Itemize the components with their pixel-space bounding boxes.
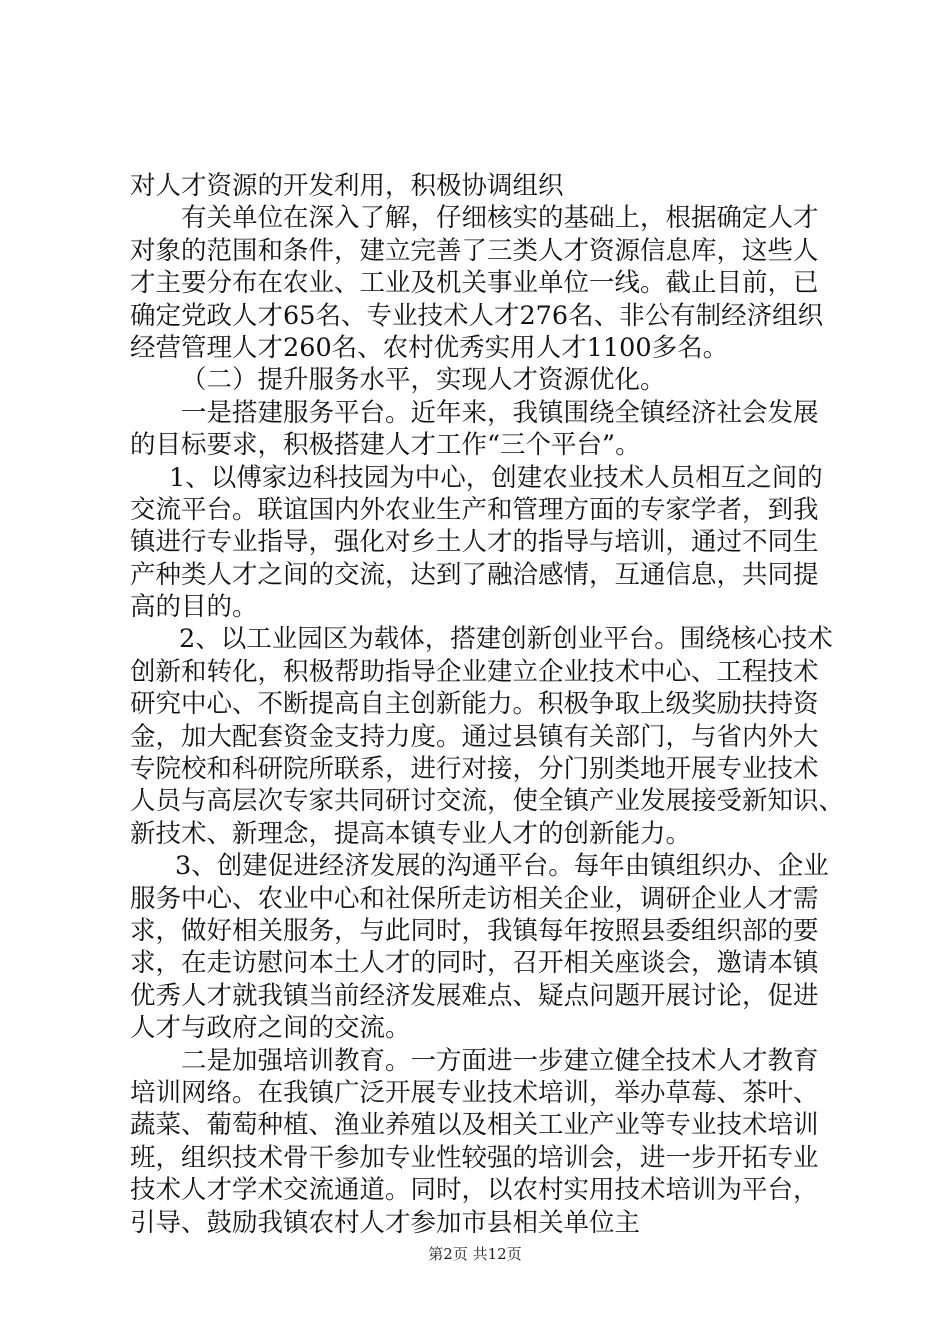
text-line: 3、创建促进经济发展的沟通平台。每年由镇组织办、企业 — [175, 851, 829, 882]
text-line: 金，加大配套资金支持力度。通过县镇有关部门，与省内外大 — [130, 721, 819, 752]
text-line: 求，做好相关服务，与此同时，我镇每年按照县委组织部的要 — [130, 915, 819, 946]
text-line: 培训网络。在我镇广泛开展专业技术培训，举办草莓、茶叶、 — [130, 1077, 819, 1108]
text-line: 一是搭建服务平台。近年来，我镇围绕全镇经济社会发展 — [181, 397, 819, 428]
body-text — [130, 170, 845, 1239]
text-line: 人员与高层次专家共同研讨交流，使全镇产业发展接受新知识、 — [130, 786, 845, 817]
text-line: 专院校和科研院所联系，进行对接，分门别类地开展专业技术 — [130, 754, 819, 785]
text-line: 的目标要求，积极搭建人才工作“三个平台”。 — [130, 430, 641, 461]
text-line: 研究中心、不断提高自主创新能力。积极争取上级奖励扶持资 — [130, 689, 819, 720]
page-footer — [0, 1243, 950, 1264]
text-line: 确定党政人才65名、专业技术人才276名、非公有制经济组织 — [130, 300, 824, 331]
text-line: 才主要分布在农业、工业及机关事业单位一线。截止目前，已 — [130, 268, 819, 299]
text-line: 有关单位在深入了解，仔细核实的基础上，根据确定人才 — [181, 203, 819, 234]
text-line: 优秀人才就我镇当前经济发展难点、疑点问题开展讨论，促进 — [130, 980, 819, 1011]
section-heading: （二）提升服务水平，实现人才资源优化。 — [181, 365, 666, 396]
text-line: 产种类人才之间的交流，达到了融洽感情，互通信息，共同提 — [130, 559, 819, 590]
text-line: 求，在走访慰问本土人才的同时，召开相关座谈会，邀请本镇 — [130, 948, 819, 979]
text-line: 对人才资源的开发利用，积极协调组织 — [130, 171, 564, 201]
text-line: 蔬菜、葡萄种植、渔业养殖以及相关工业产业等专业技术培训 — [130, 1110, 819, 1141]
text-line: 二是加强培训教育。一方面进一步建立健全技术人才教育 — [181, 1045, 819, 1076]
text-line: 人才与政府之间的交流。 — [130, 1013, 411, 1044]
text-line: 经营管理人才260名、农村优秀实用人才1100多名。 — [130, 332, 729, 363]
text-line: 交流平台。联谊国内外农业生产和管理方面的专家学者，到我 — [130, 494, 819, 525]
text-line: 技术人才学术交流通道。同时，以农村实用技术培训为平台， — [130, 1175, 819, 1206]
text-line: 对象的范围和条件，建立完善了三类人才资源信息库，这些人 — [130, 235, 819, 266]
page-number: 第2页 共12页 — [428, 1245, 522, 1263]
text-line: 镇进行专业指导，强化对乡土人才的指导与培训，通过不同生 — [130, 527, 819, 558]
text-line: 创新和转化，积极帮助指导企业建立企业技术中心、工程技术 — [130, 656, 819, 687]
text-line: 2、以工业园区为载体，搭建创新创业平台。围绕核心技术 — [179, 624, 833, 655]
text-line: 引导、鼓励我镇农村人才参加市县相关单位主 — [130, 1207, 641, 1238]
text-line: 班，组织技术骨干参加专业性较强的培训会，进一步开拓专业 — [130, 1142, 819, 1173]
text-line: 服务中心、农业中心和社保所走访相关企业，调研企业人才需 — [130, 883, 819, 914]
text-line: 新技术、新理念，提高本镇专业人才的创新能力。 — [130, 818, 692, 849]
text-line: 1、以傅家边科技园为中心，创建农业技术人员相互之间的 — [169, 462, 823, 493]
text-line: 高的目的。 — [130, 592, 258, 623]
